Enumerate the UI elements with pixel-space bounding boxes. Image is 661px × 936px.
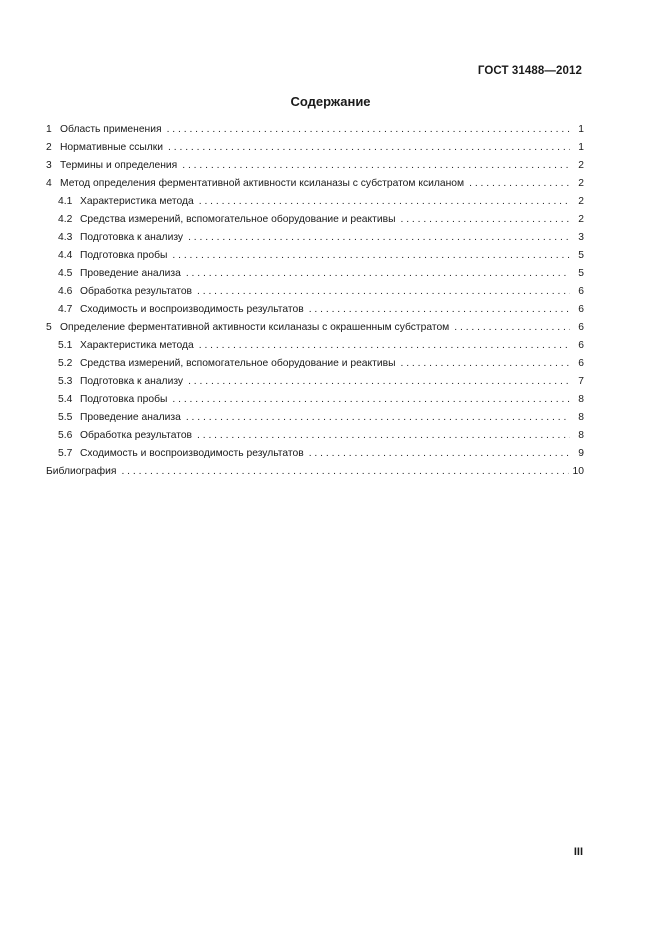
toc-entry-page: 6 [578, 340, 584, 351]
dot-leader [186, 409, 570, 427]
toc-entry-number: 3 [46, 160, 52, 171]
toc-entry-number: 4.7 [58, 304, 73, 315]
toc-entry-label: Проведение анализа [80, 268, 181, 279]
table-of-contents [46, 121, 584, 481]
toc-entry [46, 283, 584, 301]
toc-entry-page: 1 [578, 124, 584, 135]
toc-entry [46, 193, 584, 211]
toc-entry-page: 2 [578, 196, 584, 207]
dot-leader [167, 121, 570, 139]
dot-leader [400, 211, 570, 229]
toc-entry-page: 8 [578, 412, 584, 423]
toc-entry [46, 301, 584, 319]
dot-leader [186, 265, 570, 283]
toc-entry-number: 5.4 [58, 394, 73, 405]
toc-entry [46, 211, 584, 229]
toc-entry-label: Нормативные ссылки [60, 142, 164, 153]
toc-entry [46, 229, 584, 247]
dot-leader [469, 175, 570, 193]
toc-entry [46, 463, 584, 481]
toc-entry-label: Область применения [60, 124, 162, 135]
toc-entry-number: 4.4 [58, 250, 73, 261]
toc-entry-number: 5.5 [58, 412, 73, 423]
toc-entry [46, 373, 584, 391]
toc-entry-number: 5.3 [58, 376, 73, 387]
toc-entry [46, 247, 584, 265]
toc-entry-label: Средства измерений, вспомогательное оборудование и реактивы [80, 358, 396, 369]
toc-entry-number: 5.6 [58, 430, 73, 441]
toc-entry-page: 2 [578, 178, 584, 189]
toc-entry-page: 6 [578, 358, 584, 369]
toc-entry-number: 4.3 [58, 232, 73, 243]
toc-entry [46, 139, 584, 157]
dot-leader [199, 193, 570, 211]
toc-entry-label: Проведение анализа [80, 412, 181, 423]
toc-entry [46, 157, 584, 175]
toc-entry-label: Характеристика метода [80, 196, 194, 207]
toc-entry-label: Обработка результатов [80, 430, 193, 441]
toc-entry-number: 1 [46, 124, 52, 135]
toc-entry [46, 319, 584, 337]
page-title: Содержание [290, 94, 371, 109]
toc-entry [46, 445, 584, 463]
toc-entry-page: 1 [578, 142, 584, 153]
toc-entry [46, 427, 584, 445]
toc-entry-label: Определение ферментативной активности ксиланазы с окрашенным субстратом [60, 322, 450, 333]
dot-leader [454, 319, 570, 337]
toc-entry-number: 4.2 [58, 214, 73, 225]
toc-entry [46, 175, 584, 193]
dot-leader [121, 463, 568, 481]
toc-entry-number: 5.1 [58, 340, 73, 351]
dot-leader [172, 391, 570, 409]
toc-entry-label: Подготовка пробы [80, 394, 168, 405]
toc-entry-number: 4 [46, 178, 52, 189]
toc-entry-number: 5.7 [58, 448, 73, 459]
toc-entry-page: 5 [578, 250, 584, 261]
page-number: III [573, 846, 583, 858]
toc-entry-page: 8 [578, 430, 584, 441]
toc-entry [46, 409, 584, 427]
toc-entry-number: 4.1 [58, 196, 73, 207]
toc-entry [46, 337, 584, 355]
toc-entry-page: 6 [578, 322, 584, 333]
toc-entry-page: 6 [578, 304, 584, 315]
toc-entry-label: Подготовка к анализу [80, 232, 184, 243]
toc-entry [46, 355, 584, 373]
toc-entry [46, 265, 584, 283]
toc-entry-page: 2 [578, 214, 584, 225]
toc-entry-number: 5.2 [58, 358, 73, 369]
dot-leader [309, 301, 570, 319]
toc-entry-label: Характеристика метода [80, 340, 194, 351]
toc-entry-page: 3 [578, 232, 584, 243]
toc-entry-label: Обработка результатов [80, 286, 193, 297]
toc-entry-label: Метод определения ферментативной активности ксиланазы с субстратом ксиланом [60, 178, 465, 189]
toc-entry-number: 4.6 [58, 286, 73, 297]
toc-entry-page: 9 [578, 448, 584, 459]
dot-leader [400, 355, 570, 373]
dot-leader [172, 247, 570, 265]
toc-entry-page: 8 [578, 394, 584, 405]
dot-leader [197, 283, 570, 301]
toc-entry [46, 121, 584, 139]
dot-leader [182, 157, 570, 175]
dot-leader [188, 373, 570, 391]
toc-entry-label: Сходимость и воспроизводимость результатов [80, 304, 304, 315]
dot-leader [199, 337, 570, 355]
toc-entry-label: Подготовка пробы [80, 250, 168, 261]
toc-entry-page: 6 [578, 286, 584, 297]
document-code: ГОСТ 31488—2012 [477, 65, 582, 77]
dot-leader [188, 229, 570, 247]
toc-entry-page: 7 [578, 376, 584, 387]
toc-entry-label: Сходимость и воспроизводимость результатов [80, 448, 304, 459]
toc-entry-number: 2 [46, 142, 52, 153]
toc-entry-label: Библиография [46, 466, 117, 477]
toc-entry-page: 2 [578, 160, 584, 171]
toc-entry-page: 10 [572, 466, 584, 477]
toc-entry-number: 4.5 [58, 268, 73, 279]
dot-leader [168, 139, 570, 157]
toc-entry-label: Средства измерений, вспомогательное оборудование и реактивы [80, 214, 396, 225]
toc-entry-label: Подготовка к анализу [80, 376, 184, 387]
dot-leader [197, 427, 570, 445]
toc-entry-number: 5 [46, 322, 52, 333]
dot-leader [309, 445, 570, 463]
toc-entry [46, 391, 584, 409]
toc-entry-page: 5 [578, 268, 584, 279]
toc-entry-label: Термины и определения [60, 160, 178, 171]
